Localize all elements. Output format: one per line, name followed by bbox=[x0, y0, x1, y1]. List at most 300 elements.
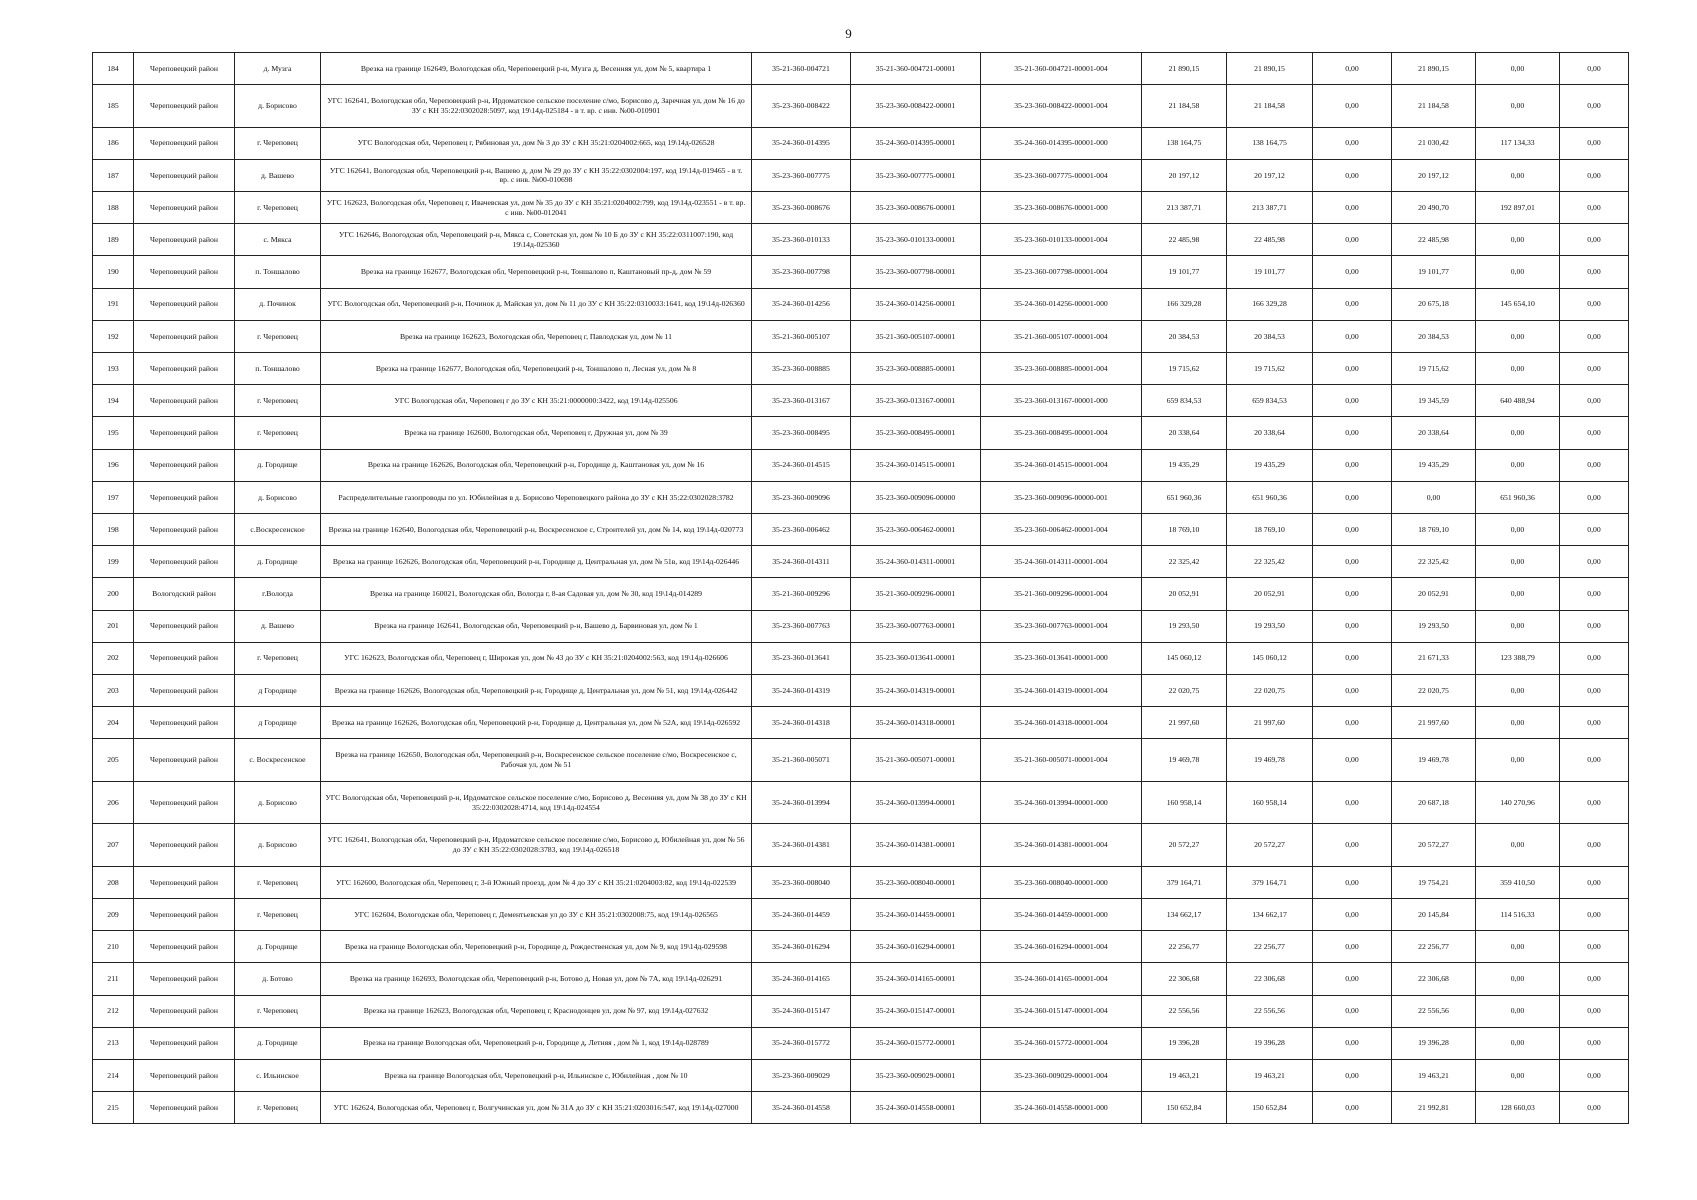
address-cell: Распределительные газопроводы по ул. Юбилейная в д. Борисово Череповецкого района до ЗУ с КН 35:22:0302028:3782 bbox=[321, 481, 752, 513]
district-cell: Череповецкий район bbox=[134, 781, 235, 824]
address-cell: УГС Вологодская обл, Череповецкий р-н, Ирдоматское сельское поселение с/мо, Борисово д, Весенняя ул, дом № 38 до ЗУ с КН 35:22:0302028:4714, код 19\14д-024554 bbox=[321, 781, 752, 824]
locality-cell: д. Вашево bbox=[235, 159, 321, 191]
object-full-code-cell: 35-23-360-009029-00001-004 bbox=[981, 1059, 1142, 1091]
amount-cell: 19 101,77 bbox=[1227, 256, 1313, 288]
amount-part-2-cell: 0,00 bbox=[1476, 995, 1560, 1027]
amount-other-cell: 0,00 bbox=[1560, 320, 1629, 352]
row-number-cell: 203 bbox=[93, 674, 134, 706]
district-cell: Череповецкий район bbox=[134, 995, 235, 1027]
zero-amount-cell: 0,00 bbox=[1313, 931, 1392, 963]
locality-cell: г. Череповец bbox=[235, 1092, 321, 1124]
amount-part-2-cell: 117 134,33 bbox=[1476, 127, 1560, 159]
total-amount-cell: 19 469,78 bbox=[1142, 739, 1227, 782]
amount-part-1-cell: 19 101,77 bbox=[1392, 256, 1476, 288]
object-full-code-cell: 35-24-360-014165-00001-004 bbox=[981, 963, 1142, 995]
registry-body bbox=[93, 53, 1629, 1124]
amount-part-1-cell: 19 469,78 bbox=[1392, 739, 1476, 782]
amount-part-2-cell: 0,00 bbox=[1476, 256, 1560, 288]
object-sub-code-cell: 35-23-360-007798-00001 bbox=[851, 256, 981, 288]
amount-part-1-cell: 22 256,77 bbox=[1392, 931, 1476, 963]
table-row bbox=[93, 824, 1629, 867]
row-number-cell: 205 bbox=[93, 739, 134, 782]
address-cell: Врезка на границе 162623, Вологодская обл, Череповец г, Павлодская ул, дом № 11 bbox=[321, 320, 752, 352]
total-amount-cell: 160 958,14 bbox=[1142, 781, 1227, 824]
address-cell: УГС 162641, Вологодская обл, Череповецкий р-н, Вашево д, дом № 29 до ЗУ с КН 35:22:0302004:197, код 19\14д-019465 - в т. вр. с инв. №00-010698 bbox=[321, 159, 752, 191]
object-sub-code-cell: 35-23-360-013641-00001 bbox=[851, 642, 981, 674]
amount-part-2-cell: 0,00 bbox=[1476, 320, 1560, 352]
object-full-code-cell: 35-23-360-008676-00001-000 bbox=[981, 192, 1142, 224]
total-amount-cell: 22 485,98 bbox=[1142, 224, 1227, 256]
zero-amount-cell: 0,00 bbox=[1313, 256, 1392, 288]
object-full-code-cell: 35-24-360-014515-00001-004 bbox=[981, 449, 1142, 481]
object-code-cell: 35-24-360-014165 bbox=[752, 963, 851, 995]
amount-part-2-cell: 192 897,01 bbox=[1476, 192, 1560, 224]
zero-amount-cell: 0,00 bbox=[1313, 546, 1392, 578]
zero-amount-cell: 0,00 bbox=[1313, 53, 1392, 85]
total-amount-cell: 18 769,10 bbox=[1142, 513, 1227, 545]
amount-part-1-cell: 19 715,62 bbox=[1392, 353, 1476, 385]
amount-other-cell: 0,00 bbox=[1560, 674, 1629, 706]
locality-cell: г. Череповец bbox=[235, 385, 321, 417]
amount-part-2-cell: 0,00 bbox=[1476, 546, 1560, 578]
object-code-cell: 35-23-360-009096 bbox=[752, 481, 851, 513]
object-full-code-cell: 35-24-360-015772-00001-004 bbox=[981, 1027, 1142, 1059]
object-sub-code-cell: 35-23-360-010133-00001 bbox=[851, 224, 981, 256]
page-number: 9 bbox=[845, 26, 852, 41]
object-sub-code-cell: 35-24-360-014395-00001 bbox=[851, 127, 981, 159]
amount-part-1-cell: 18 769,10 bbox=[1392, 513, 1476, 545]
row-number-cell: 199 bbox=[93, 546, 134, 578]
object-full-code-cell: 35-24-360-016294-00001-004 bbox=[981, 931, 1142, 963]
table-row bbox=[93, 1059, 1629, 1091]
table-row bbox=[93, 256, 1629, 288]
table-row bbox=[93, 513, 1629, 545]
locality-cell: д. Городище bbox=[235, 1027, 321, 1059]
object-code-cell: 35-21-360-004721 bbox=[752, 53, 851, 85]
address-cell: Врезка на границе 162623, Вологодская обл, Череповец г, Краснодонцев ул, дом № 97, код 19\14д-027632 bbox=[321, 995, 752, 1027]
amount-other-cell: 0,00 bbox=[1560, 159, 1629, 191]
object-full-code-cell: 35-23-360-007775-00001-004 bbox=[981, 159, 1142, 191]
amount-other-cell: 0,00 bbox=[1560, 578, 1629, 610]
total-amount-cell: 166 329,28 bbox=[1142, 288, 1227, 320]
locality-cell: д. Городище bbox=[235, 546, 321, 578]
object-code-cell: 35-24-360-014515 bbox=[752, 449, 851, 481]
object-full-code-cell: 35-23-360-013167-00001-000 bbox=[981, 385, 1142, 417]
object-sub-code-cell: 35-24-360-013994-00001 bbox=[851, 781, 981, 824]
table-row bbox=[93, 224, 1629, 256]
object-sub-code-cell: 35-24-360-014381-00001 bbox=[851, 824, 981, 867]
amount-part-2-cell: 0,00 bbox=[1476, 707, 1560, 739]
object-code-cell: 35-24-360-014318 bbox=[752, 707, 851, 739]
table-row bbox=[93, 449, 1629, 481]
amount-part-2-cell: 0,00 bbox=[1476, 739, 1560, 782]
district-cell: Череповецкий район bbox=[134, 385, 235, 417]
zero-amount-cell: 0,00 bbox=[1313, 224, 1392, 256]
district-cell: Череповецкий район bbox=[134, 224, 235, 256]
locality-cell: г. Череповец bbox=[235, 192, 321, 224]
district-cell: Череповецкий район bbox=[134, 674, 235, 706]
amount-part-2-cell: 0,00 bbox=[1476, 513, 1560, 545]
object-code-cell: 35-24-360-014319 bbox=[752, 674, 851, 706]
row-number-cell: 210 bbox=[93, 931, 134, 963]
table-row bbox=[93, 546, 1629, 578]
total-amount-cell: 213 387,71 bbox=[1142, 192, 1227, 224]
amount-part-1-cell: 20 675,18 bbox=[1392, 288, 1476, 320]
row-number-cell: 197 bbox=[93, 481, 134, 513]
amount-cell: 21 997,60 bbox=[1227, 707, 1313, 739]
amount-cell: 145 060,12 bbox=[1227, 642, 1313, 674]
district-cell: Череповецкий район bbox=[134, 192, 235, 224]
address-cell: Врезка на границе 162641, Вологодская обл, Череповецкий р-н, Вашево д, Барвиновая ул, дом № 1 bbox=[321, 610, 752, 642]
row-number-cell: 196 bbox=[93, 449, 134, 481]
total-amount-cell: 379 164,71 bbox=[1142, 866, 1227, 898]
amount-part-2-cell: 0,00 bbox=[1476, 931, 1560, 963]
locality-cell: д. Вашево bbox=[235, 610, 321, 642]
object-code-cell: 35-24-360-014395 bbox=[752, 127, 851, 159]
district-cell: Череповецкий район bbox=[134, 931, 235, 963]
object-sub-code-cell: 35-23-360-006462-00001 bbox=[851, 513, 981, 545]
amount-cell: 659 834,53 bbox=[1227, 385, 1313, 417]
object-full-code-cell: 35-23-360-007763-00001-004 bbox=[981, 610, 1142, 642]
table-row bbox=[93, 781, 1629, 824]
total-amount-cell: 20 052,91 bbox=[1142, 578, 1227, 610]
object-sub-code-cell: 35-21-360-004721-00001 bbox=[851, 53, 981, 85]
address-cell: УГС 162641, Вологодская обл, Череповецкий р-н, Ирдоматское сельское поселение с/мо, Борисово д, Заречная ул, дом № 16 до ЗУ с КН 35:22:0302028:5097, код 19\14д-025184 - в т. вр. с инв. №00-010901 bbox=[321, 85, 752, 128]
amount-cell: 21 890,15 bbox=[1227, 53, 1313, 85]
object-code-cell: 35-23-360-008676 bbox=[752, 192, 851, 224]
amount-other-cell: 0,00 bbox=[1560, 707, 1629, 739]
object-full-code-cell: 35-21-360-005107-00001-004 bbox=[981, 320, 1142, 352]
amount-cell: 19 469,78 bbox=[1227, 739, 1313, 782]
address-cell: УГС 162623, Вологодская обл, Череповец г, Широкая ул, дом № 43 до ЗУ с КН 35:21:0204002:563, код 19\14д-026606 bbox=[321, 642, 752, 674]
zero-amount-cell: 0,00 bbox=[1313, 898, 1392, 930]
district-cell: Череповецкий район bbox=[134, 1027, 235, 1059]
object-code-cell: 35-24-360-014459 bbox=[752, 898, 851, 930]
amount-cell: 20 572,27 bbox=[1227, 824, 1313, 867]
amount-other-cell: 0,00 bbox=[1560, 610, 1629, 642]
total-amount-cell: 659 834,53 bbox=[1142, 385, 1227, 417]
table-row bbox=[93, 481, 1629, 513]
table-row bbox=[93, 642, 1629, 674]
amount-part-2-cell: 123 388,79 bbox=[1476, 642, 1560, 674]
object-code-cell: 35-23-360-008422 bbox=[752, 85, 851, 128]
row-number-cell: 215 bbox=[93, 1092, 134, 1124]
amount-part-1-cell: 21 992,81 bbox=[1392, 1092, 1476, 1124]
amount-other-cell: 0,00 bbox=[1560, 288, 1629, 320]
amount-part-1-cell: 20 338,64 bbox=[1392, 417, 1476, 449]
total-amount-cell: 651 960,36 bbox=[1142, 481, 1227, 513]
total-amount-cell: 22 256,77 bbox=[1142, 931, 1227, 963]
table-row bbox=[93, 963, 1629, 995]
locality-cell: г. Череповец bbox=[235, 417, 321, 449]
amount-other-cell: 0,00 bbox=[1560, 385, 1629, 417]
amount-part-2-cell: 0,00 bbox=[1476, 53, 1560, 85]
total-amount-cell: 20 338,64 bbox=[1142, 417, 1227, 449]
object-code-cell: 35-23-360-008495 bbox=[752, 417, 851, 449]
total-amount-cell: 19 396,28 bbox=[1142, 1027, 1227, 1059]
amount-part-1-cell: 20 687,18 bbox=[1392, 781, 1476, 824]
object-full-code-cell: 35-24-360-014318-00001-004 bbox=[981, 707, 1142, 739]
object-code-cell: 35-21-360-009296 bbox=[752, 578, 851, 610]
object-full-code-cell: 35-24-360-014395-00001-000 bbox=[981, 127, 1142, 159]
amount-other-cell: 0,00 bbox=[1560, 824, 1629, 867]
row-number-cell: 213 bbox=[93, 1027, 134, 1059]
district-cell: Череповецкий район bbox=[134, 739, 235, 782]
locality-cell: с. Воскресенское bbox=[235, 739, 321, 782]
locality-cell: с. Мякса bbox=[235, 224, 321, 256]
address-cell: УГС 162646, Вологодская обл, Череповецкий р-н, Мякса с, Советская ул, дом № 10 Б до ЗУ с КН 35:22:0311007:190, код 19\14д-025360 bbox=[321, 224, 752, 256]
object-code-cell: 35-23-360-013167 bbox=[752, 385, 851, 417]
district-cell: Череповецкий район bbox=[134, 546, 235, 578]
zero-amount-cell: 0,00 bbox=[1313, 781, 1392, 824]
amount-part-2-cell: 145 654,10 bbox=[1476, 288, 1560, 320]
row-number-cell: 194 bbox=[93, 385, 134, 417]
locality-cell: д. Городище bbox=[235, 931, 321, 963]
district-cell: Череповецкий район bbox=[134, 288, 235, 320]
district-cell: Череповецкий район bbox=[134, 963, 235, 995]
amount-part-1-cell: 19 396,28 bbox=[1392, 1027, 1476, 1059]
zero-amount-cell: 0,00 bbox=[1313, 481, 1392, 513]
amount-other-cell: 0,00 bbox=[1560, 546, 1629, 578]
object-sub-code-cell: 35-23-360-009029-00001 bbox=[851, 1059, 981, 1091]
amount-other-cell: 0,00 bbox=[1560, 53, 1629, 85]
address-cell: Врезка на границе 160021, Вологодская обл, Вологда г, 8-ая Садовая ул, дом № 30, код 19\14д-014289 bbox=[321, 578, 752, 610]
amount-part-2-cell: 0,00 bbox=[1476, 449, 1560, 481]
amount-other-cell: 0,00 bbox=[1560, 353, 1629, 385]
object-sub-code-cell: 35-23-360-013167-00001 bbox=[851, 385, 981, 417]
table-row bbox=[93, 739, 1629, 782]
district-cell: Череповецкий район bbox=[134, 320, 235, 352]
object-full-code-cell: 35-23-360-008040-00001-000 bbox=[981, 866, 1142, 898]
amount-other-cell: 0,00 bbox=[1560, 963, 1629, 995]
object-sub-code-cell: 35-23-360-008040-00001 bbox=[851, 866, 981, 898]
zero-amount-cell: 0,00 bbox=[1313, 824, 1392, 867]
table-row bbox=[93, 931, 1629, 963]
object-sub-code-cell: 35-21-360-009296-00001 bbox=[851, 578, 981, 610]
total-amount-cell: 20 197,12 bbox=[1142, 159, 1227, 191]
amount-cell: 19 463,21 bbox=[1227, 1059, 1313, 1091]
address-cell: УГС Вологодская обл, Череповец г до ЗУ с КН 35:21:0000000:3422, код 19\14д-025506 bbox=[321, 385, 752, 417]
table-row bbox=[93, 288, 1629, 320]
total-amount-cell: 134 662,17 bbox=[1142, 898, 1227, 930]
amount-part-2-cell: 0,00 bbox=[1476, 159, 1560, 191]
object-code-cell: 35-23-360-009029 bbox=[752, 1059, 851, 1091]
table-row bbox=[93, 417, 1629, 449]
amount-cell: 19 396,28 bbox=[1227, 1027, 1313, 1059]
address-cell: Врезка на границе 162677, Вологодская обл, Череповецкий р-н, Тоншалово п, Каштановый пр-д, дом № 59 bbox=[321, 256, 752, 288]
amount-cell: 22 556,56 bbox=[1227, 995, 1313, 1027]
amount-other-cell: 0,00 bbox=[1560, 224, 1629, 256]
amount-part-1-cell: 19 435,29 bbox=[1392, 449, 1476, 481]
object-full-code-cell: 35-24-360-014381-00001-004 bbox=[981, 824, 1142, 867]
table-row bbox=[93, 707, 1629, 739]
row-number-cell: 198 bbox=[93, 513, 134, 545]
amount-part-2-cell: 0,00 bbox=[1476, 963, 1560, 995]
amount-cell: 22 485,98 bbox=[1227, 224, 1313, 256]
object-sub-code-cell: 35-24-360-014459-00001 bbox=[851, 898, 981, 930]
amount-part-1-cell: 0,00 bbox=[1392, 481, 1476, 513]
object-full-code-cell: 35-24-360-014319-00001-004 bbox=[981, 674, 1142, 706]
address-cell: УГС 162600, Вологодская обл, Череповец г, 3-й Южный проезд, дом № 4 до ЗУ с КН 35:21:0204003:82, код 19\14д-022539 bbox=[321, 866, 752, 898]
amount-part-2-cell: 0,00 bbox=[1476, 1027, 1560, 1059]
district-cell: Череповецкий район bbox=[134, 127, 235, 159]
row-number-cell: 184 bbox=[93, 53, 134, 85]
address-cell: Врезка на границе 162677, Вологодская обл, Череповецкий р-н, Тоншалово п, Лесная ул, дом № 8 bbox=[321, 353, 752, 385]
zero-amount-cell: 0,00 bbox=[1313, 963, 1392, 995]
locality-cell: г. Череповец bbox=[235, 320, 321, 352]
row-number-cell: 208 bbox=[93, 866, 134, 898]
district-cell: Череповецкий район bbox=[134, 481, 235, 513]
amount-cell: 20 197,12 bbox=[1227, 159, 1313, 191]
address-cell: УГС 162624, Вологодская обл, Череповец г, Волгучинская ул, дом № 31А до ЗУ с КН 35:21:0203016:547, код 19\14д-027000 bbox=[321, 1092, 752, 1124]
amount-part-2-cell: 359 410,50 bbox=[1476, 866, 1560, 898]
total-amount-cell: 20 572,27 bbox=[1142, 824, 1227, 867]
amount-cell: 22 020,75 bbox=[1227, 674, 1313, 706]
amount-cell: 138 164,75 bbox=[1227, 127, 1313, 159]
table-row bbox=[93, 159, 1629, 191]
object-code-cell: 35-24-360-013994 bbox=[752, 781, 851, 824]
zero-amount-cell: 0,00 bbox=[1313, 866, 1392, 898]
zero-amount-cell: 0,00 bbox=[1313, 320, 1392, 352]
row-number-cell: 187 bbox=[93, 159, 134, 191]
object-full-code-cell: 35-23-360-008495-00001-004 bbox=[981, 417, 1142, 449]
amount-part-2-cell: 0,00 bbox=[1476, 224, 1560, 256]
address-cell: Врезка на границе 162626, Вологодская обл, Череповецкий р-н, Городище д, Центральная ул, дом № 51в, код 19\14д-026446 bbox=[321, 546, 752, 578]
row-number-cell: 201 bbox=[93, 610, 134, 642]
amount-cell: 19 435,29 bbox=[1227, 449, 1313, 481]
row-number-cell: 189 bbox=[93, 224, 134, 256]
amount-part-1-cell: 20 490,70 bbox=[1392, 192, 1476, 224]
object-full-code-cell: 35-24-360-014459-00001-000 bbox=[981, 898, 1142, 930]
amount-other-cell: 0,00 bbox=[1560, 192, 1629, 224]
amount-part-1-cell: 20 572,27 bbox=[1392, 824, 1476, 867]
object-code-cell: 35-23-360-008040 bbox=[752, 866, 851, 898]
address-cell: Врезка на границе 162640, Вологодская обл, Череповецкий р-н, Воскресенское с, Строителей ул, дом № 14, код 19\14д-020773 bbox=[321, 513, 752, 545]
locality-cell: д Городище bbox=[235, 707, 321, 739]
amount-cell: 19 715,62 bbox=[1227, 353, 1313, 385]
object-code-cell: 35-21-360-005071 bbox=[752, 739, 851, 782]
amount-part-1-cell: 19 463,21 bbox=[1392, 1059, 1476, 1091]
locality-cell: д. Ботово bbox=[235, 963, 321, 995]
zero-amount-cell: 0,00 bbox=[1313, 449, 1392, 481]
district-cell: Череповецкий район bbox=[134, 256, 235, 288]
table-row bbox=[93, 1027, 1629, 1059]
row-number-cell: 211 bbox=[93, 963, 134, 995]
total-amount-cell: 19 435,29 bbox=[1142, 449, 1227, 481]
amount-cell: 20 052,91 bbox=[1227, 578, 1313, 610]
zero-amount-cell: 0,00 bbox=[1313, 417, 1392, 449]
amount-part-2-cell: 0,00 bbox=[1476, 610, 1560, 642]
zero-amount-cell: 0,00 bbox=[1313, 513, 1392, 545]
object-sub-code-cell: 35-23-360-008422-00001 bbox=[851, 85, 981, 128]
amount-part-2-cell: 0,00 bbox=[1476, 674, 1560, 706]
row-number-cell: 200 bbox=[93, 578, 134, 610]
amount-other-cell: 0,00 bbox=[1560, 449, 1629, 481]
object-full-code-cell: 35-23-360-006462-00001-004 bbox=[981, 513, 1142, 545]
table-row bbox=[93, 1092, 1629, 1124]
amount-part-1-cell: 20 052,91 bbox=[1392, 578, 1476, 610]
district-cell: Череповецкий район bbox=[134, 610, 235, 642]
zero-amount-cell: 0,00 bbox=[1313, 192, 1392, 224]
amount-part-2-cell: 140 270,96 bbox=[1476, 781, 1560, 824]
amount-other-cell: 0,00 bbox=[1560, 1059, 1629, 1091]
row-number-cell: 204 bbox=[93, 707, 134, 739]
address-cell: Врезка на границе 162600, Вологодская обл, Череповец г, Дружная ул, дом № 39 bbox=[321, 417, 752, 449]
object-sub-code-cell: 35-23-360-009096-00000 bbox=[851, 481, 981, 513]
row-number-cell: 214 bbox=[93, 1059, 134, 1091]
district-cell: Череповецкий район bbox=[134, 866, 235, 898]
amount-other-cell: 0,00 bbox=[1560, 898, 1629, 930]
locality-cell: д. Починок bbox=[235, 288, 321, 320]
table-row bbox=[93, 578, 1629, 610]
object-full-code-cell: 35-23-360-008885-00001-004 bbox=[981, 353, 1142, 385]
zero-amount-cell: 0,00 bbox=[1313, 995, 1392, 1027]
locality-cell: г. Череповец bbox=[235, 995, 321, 1027]
district-cell: Череповецкий район bbox=[134, 159, 235, 191]
locality-cell: г. Череповец bbox=[235, 127, 321, 159]
district-cell: Череповецкий район bbox=[134, 353, 235, 385]
table-row bbox=[93, 674, 1629, 706]
address-cell: Врезка на границе 162626, Вологодская обл, Череповецкий р-н, Городище д, Каштановая ул, дом № 16 bbox=[321, 449, 752, 481]
amount-part-1-cell: 21 997,60 bbox=[1392, 707, 1476, 739]
zero-amount-cell: 0,00 bbox=[1313, 127, 1392, 159]
amount-part-1-cell: 20 384,53 bbox=[1392, 320, 1476, 352]
object-sub-code-cell: 35-24-360-014318-00001 bbox=[851, 707, 981, 739]
table-row bbox=[93, 995, 1629, 1027]
row-number-cell: 192 bbox=[93, 320, 134, 352]
locality-cell: д. Городище bbox=[235, 449, 321, 481]
total-amount-cell: 22 020,75 bbox=[1142, 674, 1227, 706]
table-row bbox=[93, 385, 1629, 417]
amount-cell: 20 338,64 bbox=[1227, 417, 1313, 449]
amount-cell: 134 662,17 bbox=[1227, 898, 1313, 930]
zero-amount-cell: 0,00 bbox=[1313, 578, 1392, 610]
address-cell: Врезка на границе 162650, Вологодская обл, Череповецкий р-н, Воскресенское сельское поселение с/мо, Воскресенское с, Рабочая ул, дом № 51 bbox=[321, 739, 752, 782]
amount-part-2-cell: 0,00 bbox=[1476, 824, 1560, 867]
amount-part-1-cell: 21 890,15 bbox=[1392, 53, 1476, 85]
district-cell: Череповецкий район bbox=[134, 53, 235, 85]
object-code-cell: 35-24-360-014558 bbox=[752, 1092, 851, 1124]
district-cell: Череповецкий район bbox=[134, 513, 235, 545]
zero-amount-cell: 0,00 bbox=[1313, 385, 1392, 417]
amount-other-cell: 0,00 bbox=[1560, 866, 1629, 898]
amount-cell: 18 769,10 bbox=[1227, 513, 1313, 545]
locality-cell: д. Борисово bbox=[235, 781, 321, 824]
object-sub-code-cell: 35-23-360-007775-00001 bbox=[851, 159, 981, 191]
district-cell: Череповецкий район bbox=[134, 707, 235, 739]
district-cell: Череповецкий район bbox=[134, 1092, 235, 1124]
amount-other-cell: 0,00 bbox=[1560, 85, 1629, 128]
amount-other-cell: 0,00 bbox=[1560, 781, 1629, 824]
amount-part-2-cell: 0,00 bbox=[1476, 85, 1560, 128]
zero-amount-cell: 0,00 bbox=[1313, 674, 1392, 706]
address-cell: Врезка на границе 162693, Вологодская обл, Череповецкий р-н, Ботово д, Новая ул, дом № 7А, код 19\14д-026291 bbox=[321, 963, 752, 995]
amount-cell: 22 325,42 bbox=[1227, 546, 1313, 578]
zero-amount-cell: 0,00 bbox=[1313, 1092, 1392, 1124]
address-cell: УГС 162604, Вологодская обл, Череповец г, Дементьевская ул до ЗУ с КН 35:21:0302008:75, код 19\14д-026565 bbox=[321, 898, 752, 930]
amount-other-cell: 0,00 bbox=[1560, 739, 1629, 782]
amount-cell: 379 164,71 bbox=[1227, 866, 1313, 898]
total-amount-cell: 19 293,50 bbox=[1142, 610, 1227, 642]
table-row bbox=[93, 53, 1629, 85]
district-cell: Череповецкий район bbox=[134, 85, 235, 128]
locality-cell: г. Череповец bbox=[235, 898, 321, 930]
total-amount-cell: 22 325,42 bbox=[1142, 546, 1227, 578]
object-code-cell: 35-23-360-007763 bbox=[752, 610, 851, 642]
object-sub-code-cell: 35-24-360-014165-00001 bbox=[851, 963, 981, 995]
total-amount-cell: 19 463,21 bbox=[1142, 1059, 1227, 1091]
total-amount-cell: 20 384,53 bbox=[1142, 320, 1227, 352]
